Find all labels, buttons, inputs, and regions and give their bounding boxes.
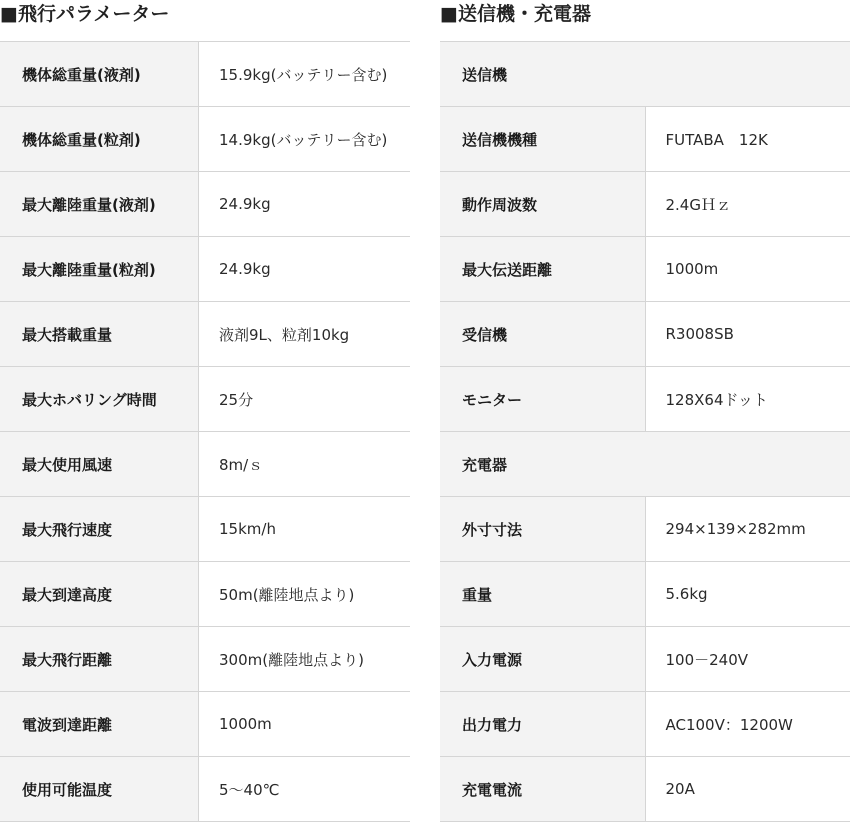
- row-label: 出力電力: [440, 692, 645, 757]
- flight-parameters-table: [0, 41, 410, 822]
- row-label: 最大使用風速: [0, 432, 199, 497]
- transmitter-charger-heading: ■送信機・充電器: [440, 3, 591, 25]
- table-row: [0, 432, 410, 497]
- row-value: 25分: [199, 367, 411, 432]
- row-label: 最大伝送距離: [440, 237, 645, 302]
- table-row: [440, 562, 850, 627]
- row-label: 最大ホバリング時間: [0, 367, 199, 432]
- table-row: [0, 302, 410, 367]
- row-value: 1000m: [645, 237, 850, 302]
- table-row: [0, 497, 410, 562]
- row-value: 5～40℃: [199, 757, 411, 822]
- row-value: 300m(離陸地点より): [199, 627, 411, 692]
- row-label: 入力電源: [440, 627, 645, 692]
- row-value: 1000m: [199, 692, 411, 757]
- row-label: 使用可能温度: [0, 757, 199, 822]
- table-row: [440, 757, 850, 822]
- row-label: 受信機: [440, 302, 645, 367]
- table-row: [0, 42, 410, 107]
- row-value: 15.9kg(バッテリー含む): [199, 42, 411, 107]
- row-value: 24.9kg: [199, 172, 411, 237]
- row-value: R3008SB: [645, 302, 850, 367]
- row-value: 50m(離陸地点より): [199, 562, 411, 627]
- row-label: 電波到達距離: [0, 692, 199, 757]
- table-row: [0, 757, 410, 822]
- row-value: 8m/ｓ: [199, 432, 411, 497]
- table-row: [440, 302, 850, 367]
- table-row: [0, 692, 410, 757]
- row-label: モニター: [440, 367, 645, 432]
- row-value: 2.4GＨｚ: [645, 172, 850, 237]
- flight-parameters-heading: ■飛行パラメーター: [0, 3, 170, 25]
- row-value: AC100V：1200W: [645, 692, 850, 757]
- table-row: [440, 172, 850, 237]
- section-row-transmitter: [440, 42, 850, 107]
- section-row-charger: [440, 432, 850, 497]
- table-row: [440, 367, 850, 432]
- row-label: 最大飛行速度: [0, 497, 199, 562]
- table-row: [440, 627, 850, 692]
- row-value: 100－240V: [645, 627, 850, 692]
- section-label: 充電器: [440, 432, 850, 497]
- table-row: [0, 627, 410, 692]
- row-value: 24.9kg: [199, 237, 411, 302]
- row-value: 20A: [645, 757, 850, 822]
- row-label: 最大離陸重量(液剤): [0, 172, 199, 237]
- table-row: [440, 107, 850, 172]
- row-label: 動作周波数: [440, 172, 645, 237]
- row-value: 128X64ドット: [645, 367, 850, 432]
- table-row: [0, 107, 410, 172]
- row-value: 5.6kg: [645, 562, 850, 627]
- row-label: 最大飛行距離: [0, 627, 199, 692]
- row-label: 機体総重量(液剤): [0, 42, 199, 107]
- transmitter-charger-table: [440, 41, 850, 822]
- table-row: [440, 692, 850, 757]
- row-label: 外寸寸法: [440, 497, 645, 562]
- row-value: 294×139×282mm: [645, 497, 850, 562]
- row-label: 最大搭載重量: [0, 302, 199, 367]
- row-label: 充電電流: [440, 757, 645, 822]
- section-label: 送信機: [440, 42, 850, 107]
- row-label: 最大離陸重量(粒剤): [0, 237, 199, 302]
- table-row: [0, 172, 410, 237]
- table-row: [440, 497, 850, 562]
- transmitter-charger-section: [440, 0, 850, 822]
- row-label: 最大到達高度: [0, 562, 199, 627]
- row-value: 液剤9L、粒剤10kg: [199, 302, 411, 367]
- row-label: 機体総重量(粒剤): [0, 107, 199, 172]
- table-row: [0, 237, 410, 302]
- table-row: [440, 237, 850, 302]
- table-row: [0, 562, 410, 627]
- row-value: 15km/h: [199, 497, 411, 562]
- row-value: FUTABA 12K: [645, 107, 850, 172]
- row-label: 送信機機種: [440, 107, 645, 172]
- flight-parameters-section: [0, 0, 410, 822]
- table-row: [0, 367, 410, 432]
- row-label: 重量: [440, 562, 645, 627]
- row-value: 14.9kg(バッテリー含む): [199, 107, 411, 172]
